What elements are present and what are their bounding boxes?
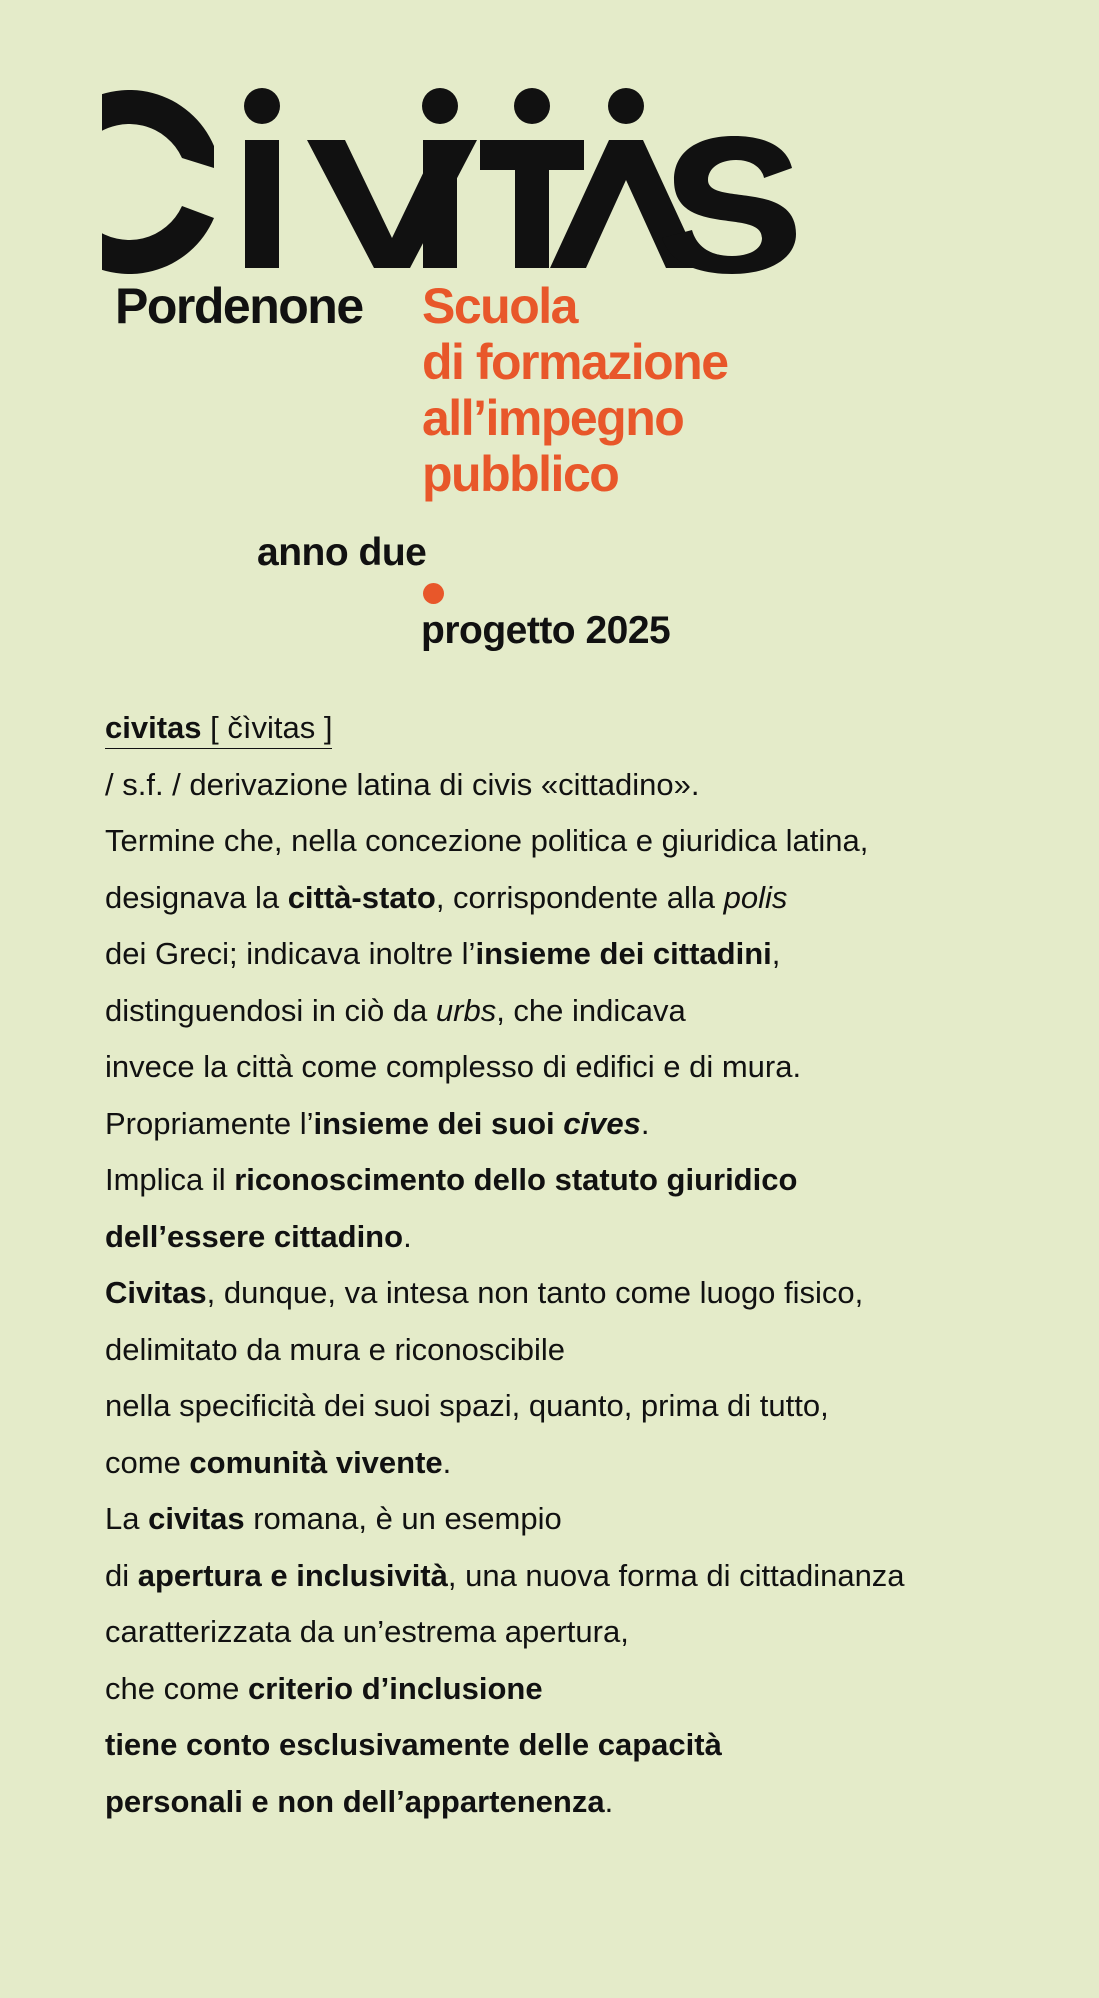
definition-line bbox=[105, 1265, 1065, 1322]
definition-line bbox=[105, 1491, 1065, 1548]
definition-run: Propriamente l’ bbox=[105, 1105, 314, 1141]
definition-run: , che indicava bbox=[496, 992, 686, 1028]
pronunciation: [ čìvitas ] bbox=[210, 710, 333, 745]
definition-run: . bbox=[604, 1783, 614, 1819]
definition-line bbox=[105, 1435, 1065, 1492]
definition-run: insieme dei suoi bbox=[313, 1105, 564, 1141]
definition-headline bbox=[105, 700, 1065, 757]
definition-run: distinguendosi in ciò da bbox=[105, 992, 436, 1028]
definition-line bbox=[105, 926, 1065, 983]
definition-run: delimitato da mura e riconoscibile bbox=[105, 1331, 566, 1367]
definition-run: La bbox=[105, 1501, 149, 1536]
definition-block bbox=[105, 700, 1065, 1830]
definition-line bbox=[105, 813, 1065, 870]
definition-run: , dunque, va intesa non tanto come luogo fisico, bbox=[206, 1275, 864, 1310]
headword: civitas bbox=[105, 710, 202, 745]
year-label: anno due bbox=[257, 531, 427, 574]
definition-line bbox=[105, 983, 1065, 1040]
definition-run: romana, è un esempio bbox=[244, 1501, 562, 1536]
definition-run: . bbox=[442, 1444, 452, 1480]
definition-run: città-stato bbox=[287, 879, 436, 915]
definition-run: , corrispondente alla bbox=[435, 879, 724, 915]
definition-line bbox=[105, 1152, 1065, 1209]
definition-run: come bbox=[105, 1444, 190, 1480]
definition-run: insieme dei cittadini bbox=[475, 936, 772, 971]
definition-line bbox=[105, 1774, 1065, 1831]
definition-run: . bbox=[640, 1105, 650, 1141]
tagline-line: pubblico bbox=[422, 446, 619, 502]
definition-run: polis bbox=[723, 879, 788, 915]
separator-dot-icon bbox=[423, 583, 444, 604]
definition-text bbox=[105, 757, 1065, 1831]
definition-run: apertura e inclusività bbox=[137, 1557, 448, 1593]
definition-run: dei Greci; indicava inoltre l’ bbox=[105, 936, 476, 971]
headword-entry bbox=[105, 708, 332, 749]
tagline-line: all’impegno bbox=[422, 390, 684, 446]
definition-run: caratterizzata da un’estrema apertura, bbox=[105, 1614, 629, 1649]
project-label: progetto 2025 bbox=[421, 609, 671, 652]
definition-line bbox=[105, 1039, 1065, 1096]
tagline bbox=[422, 278, 728, 502]
definition-run: tiene conto esclusivamente delle capacità bbox=[105, 1727, 722, 1762]
definition-line bbox=[105, 1548, 1065, 1605]
definition-line bbox=[105, 1322, 1065, 1379]
definition-run: , bbox=[771, 936, 781, 971]
definition-run: di bbox=[105, 1557, 138, 1593]
definition-run: designava la bbox=[105, 879, 288, 915]
definition-run: riconoscimento dello statuto giuridico bbox=[234, 1162, 798, 1197]
definition-line bbox=[105, 870, 1065, 927]
definition-run: comunità vivente bbox=[189, 1444, 443, 1480]
definition-run: invece la città come complesso di edifici e di mura. bbox=[105, 1049, 802, 1084]
definition-run: criterio d’inclusione bbox=[248, 1670, 543, 1706]
definition-run: Implica il bbox=[105, 1162, 235, 1197]
tagline-line: Scuola bbox=[422, 278, 577, 334]
definition-run: urbs bbox=[435, 992, 497, 1028]
definition-line bbox=[105, 1378, 1065, 1435]
definition-run: personali e non dell’appartenenza bbox=[105, 1783, 605, 1819]
definition-line bbox=[105, 757, 1065, 814]
tagline-line: di formazione bbox=[422, 334, 728, 390]
definition-line bbox=[105, 1717, 1065, 1774]
city-name: Pordenone bbox=[115, 278, 363, 334]
definition-run: . bbox=[403, 1218, 412, 1254]
definition-line bbox=[105, 1604, 1065, 1661]
definition-line bbox=[105, 1209, 1065, 1266]
definition-run: Termine che, nella concezione politica e giuridica latina, bbox=[105, 823, 869, 858]
definition-line bbox=[105, 1096, 1065, 1153]
definition-line bbox=[105, 1661, 1065, 1718]
definition-run: nella specificità dei suoi spazi, quanto, prima di tutto, bbox=[105, 1388, 829, 1423]
definition-run: Civitas bbox=[105, 1275, 207, 1310]
definition-run: civitas bbox=[148, 1501, 245, 1536]
definition-run: dell’essere cittadino bbox=[105, 1218, 404, 1254]
definition-run: cives bbox=[563, 1105, 641, 1141]
definition-run: che come bbox=[105, 1670, 249, 1706]
civitas-logo bbox=[102, 88, 802, 278]
definition-run: , una nuova forma di cittadinanza bbox=[447, 1557, 905, 1593]
definition-run: / s.f. / derivazione latina di civis «cittadino». bbox=[105, 766, 700, 802]
